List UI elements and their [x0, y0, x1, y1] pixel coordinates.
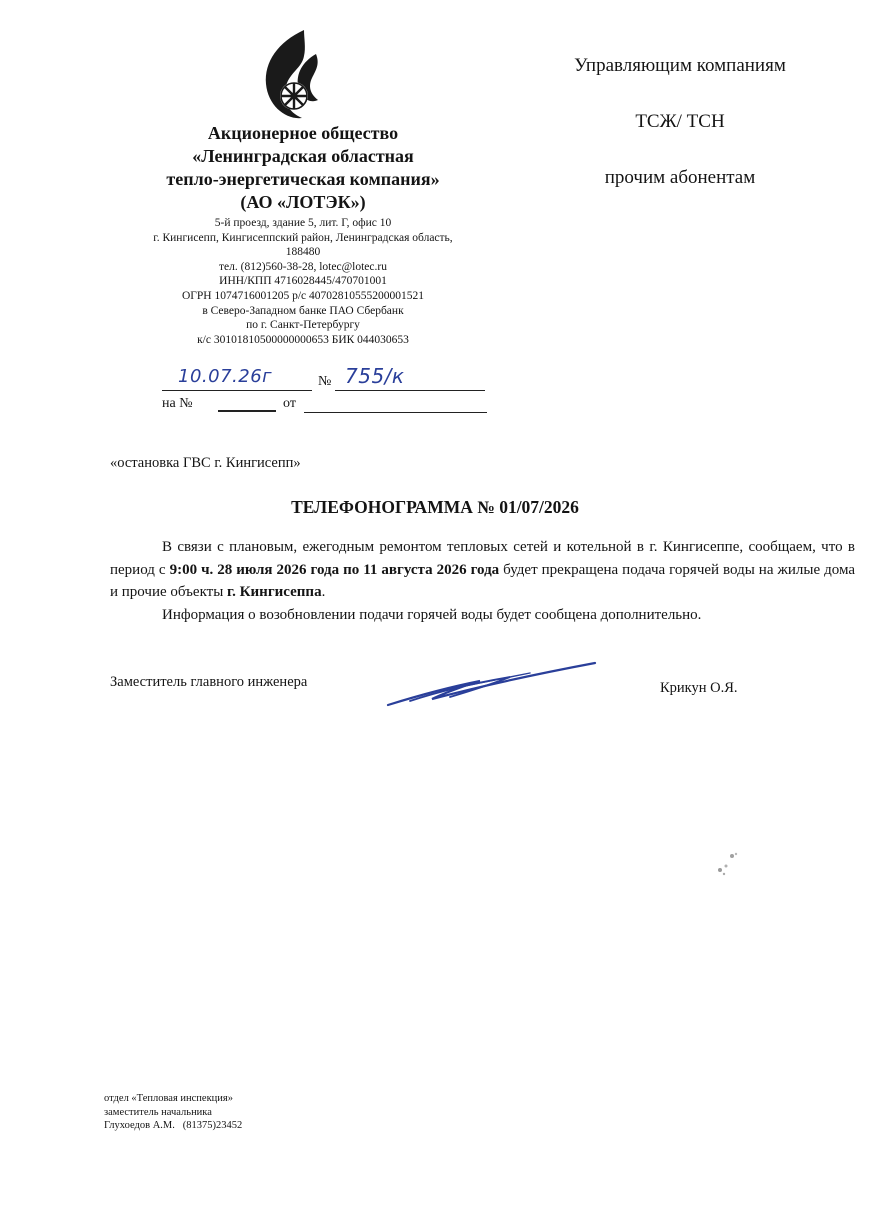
company-details [118, 122, 488, 347]
signatory-name: Крикун О.Я. [660, 680, 738, 696]
footer-contact: Глухоедов А.М. (81375)23452 [104, 1120, 243, 1131]
recipient-management-companies: Управляющим компаниям [574, 55, 786, 76]
body-paragraph-2: Информация о возобновлении подачи горячей воды будет сообщена дополнительно. [162, 606, 702, 623]
handwritten-signature [380, 655, 605, 710]
recipient-other-subscribers: прочим абонентам [604, 167, 756, 188]
letter-body [110, 536, 855, 626]
reference-date-line [304, 412, 487, 413]
document-title: ТЕЛЕФОНОГРАММА № 01/07/2026 [291, 497, 579, 517]
contact-footer [104, 1092, 242, 1133]
handwritten-date: 10.07.26г [178, 366, 273, 387]
number-line [335, 390, 485, 391]
handwritten-number: 755/к [345, 364, 405, 388]
reference-number-label: на № [162, 396, 193, 411]
signatory-role: Заместитель главного инженера [110, 674, 308, 690]
body-paragraph-1: В связи с плановым, ежегодным ремонтом тепловых сетей и котельной в г. Кингисеппе, сообщаем, что в период с 9:00 ч. 28 июля 2026 года по 11 августа 2026 года будет прекращена подача горячей воды на жилые дома и прочие объекты г. Кингисеппа. [110, 539, 855, 600]
recipient-hoa: ТСЖ/ ТСН [635, 111, 725, 132]
company-address: 5-й проезд, здание 5, лит. Г, офис 10 г. Кингисепп, Кингисеппский район, Ленинградская область, 188480 тел. (812)560-38-28, lotec@lotec.ru ИНН/КПП 4716028445/470701001 ОГРН 1074716001205 р/с 40702810555200001521 в Северо-Западном банке ПАО Сбербанк по г. Санкт-Петербургу к/с 30101810500000000653 БИК 044030653 [153, 217, 453, 346]
company-flame-logo [258, 28, 324, 124]
reference-date-label: от [283, 396, 296, 411]
outgoing-number-label: № [318, 374, 332, 389]
date-line [162, 390, 312, 391]
company-name: Акционерное общество «Ленинградская областная тепло-энергетическая компания» (АО «ЛОТЭК») [166, 123, 440, 212]
letter-subject: «остановка ГВС г. Кингисепп» [110, 455, 301, 471]
scan-speck [712, 848, 742, 880]
footer-department: отдел «Тепловая инспекция» [104, 1093, 233, 1104]
reference-number-line [218, 410, 276, 412]
footer-position: заместитель начальника [104, 1106, 212, 1118]
